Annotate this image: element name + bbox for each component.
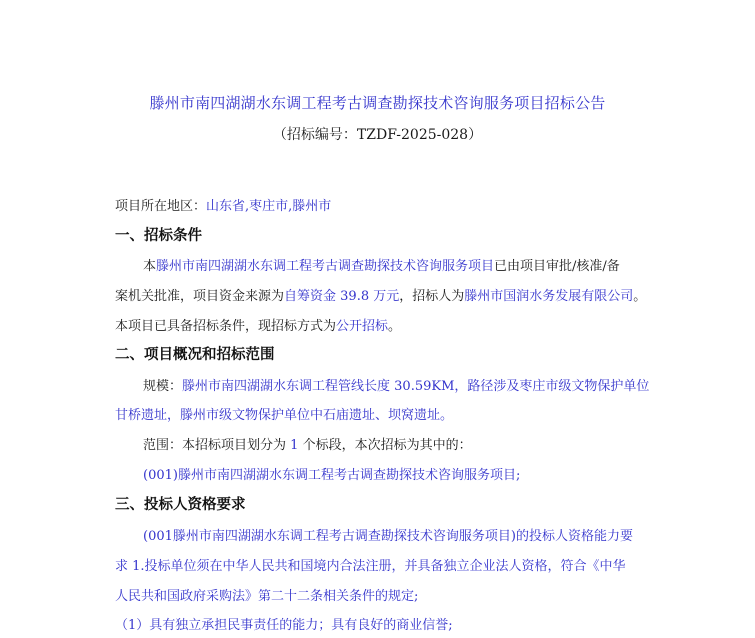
s1-text: 案机关批准，项目资金来源为 (115, 289, 285, 304)
tender-number: （招标编号：TZDF-2025-028） (272, 127, 483, 143)
s1-text: 本 (143, 259, 157, 274)
scale-label: 规模： (143, 379, 183, 394)
tenderer-name: 滕州市国润水务发展有限公司 (464, 289, 634, 304)
section-heading-1: 一、招标条件 (115, 228, 202, 244)
region-value: 山东省,枣庄市,滕州市 (206, 199, 332, 214)
lot-item: (001)滕州市南四湖湖水东调工程考古调查勘探技术咨询服务项目; (143, 468, 521, 483)
scale-line-1 (143, 375, 683, 394)
project-region (115, 195, 655, 214)
project-name: 滕州市南四湖湖水东调工程考古调查勘探技术咨询服务项目 (156, 259, 495, 274)
s1-line-2 (115, 285, 655, 304)
s1-line-3 (115, 315, 655, 334)
range-text: 范围：本招标项目划分为 (143, 438, 287, 453)
scale-text: 滕州市南四湖湖水东调工程管线长度 30.59KM，路径涉及枣庄市级文物保护单位 (182, 379, 650, 394)
s3-line-3: 人民共和国政府采购法》第二十二条相关条件的规定; (115, 589, 419, 604)
s1-text: 本项目已具备招标条件，现招标方式为 (115, 319, 337, 334)
region-label: 项目所在地区： (115, 199, 207, 214)
s1-text: 已由项目审批/核准/备 (494, 259, 620, 274)
scale-line-2: 甘桥遗址，滕州市级文物保护单位中石庙遗址、坝窝遗址。 (115, 408, 454, 423)
tender-method: 公开招标 (336, 319, 389, 334)
range-line (143, 434, 683, 453)
document-title: 滕州市南四湖湖水东调工程考古调查勘探技术咨询服务项目招标公告 (149, 94, 606, 112)
s1-text: 。 (633, 289, 647, 304)
lot-count: 1 (290, 438, 299, 453)
s3-line-1: (001滕州市南四湖湖水东调工程考古调查勘探技术咨询服务项目)的投标人资格能力要 (143, 529, 633, 544)
s1-line-1 (143, 255, 683, 274)
s1-text: ，招标人为 (399, 289, 465, 304)
s3-line-2: 求 1.投标单位须在中华人民共和国境内合法注册，并具备独立企业法人资格，符合《中华 (115, 559, 626, 574)
section-heading-3: 三、投标人资格要求 (115, 497, 246, 513)
funding-source: 自筹资金 39.8 万元 (284, 289, 400, 304)
range-text: 个标段，本次招标为其中的： (302, 438, 472, 453)
section-heading-2: 二、项目概况和招标范围 (115, 347, 275, 363)
s1-text: 。 (388, 319, 402, 334)
s3-line-4: （1）具有独立承担民事责任的能力；具有良好的商业信誉; (115, 618, 453, 633)
